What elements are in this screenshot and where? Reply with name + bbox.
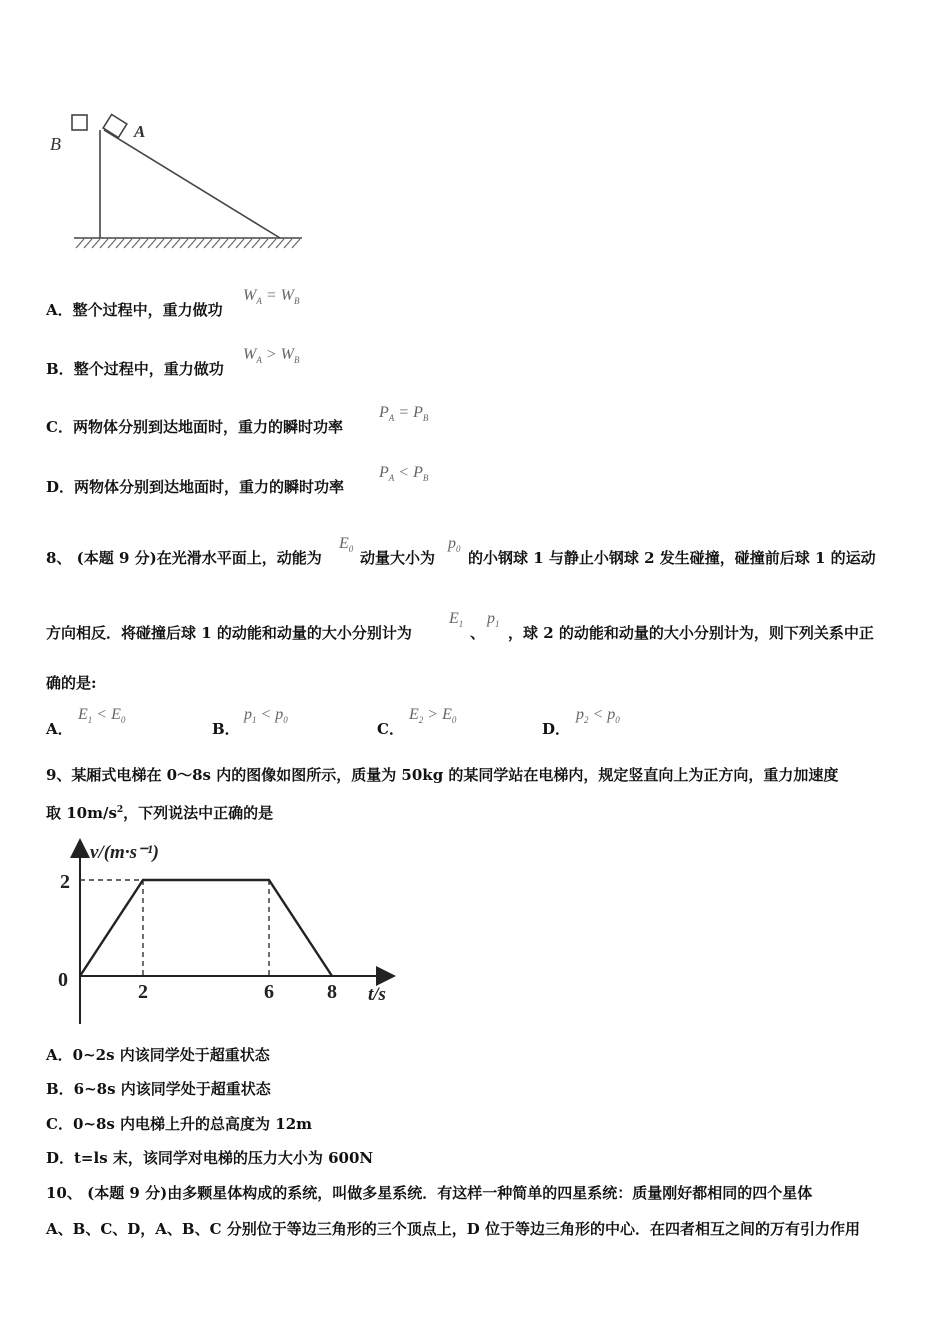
q7-option-d-math: $P_A < P_B$ — [379, 464, 429, 484]
vt-chart — [46, 836, 406, 1031]
q8-stem-line2-a: 方向相反．将碰撞后球 1 的动能和动量的大小分别计为 — [46, 624, 412, 642]
q8-option-c-letter: C． — [377, 720, 404, 738]
ground-hatching — [76, 239, 300, 248]
q9-stem-line1: 9、某厢式电梯在 0～8s 内的图像如图所示，质量为 50kg 的某同学站在电梯内，规定竖直向上为正方向，重力加速度 — [46, 766, 839, 784]
q8-p0: $p_0$ — [448, 535, 461, 555]
incline-slope — [104, 130, 280, 238]
y-tick-label: 2 — [60, 871, 70, 893]
q8-option-b-letter: B． — [212, 720, 240, 738]
q8-option-b-math: $p_1 < p_0$ — [244, 706, 288, 726]
q9-option-b: B．6~8s 内该同学处于超重状态 — [46, 1080, 271, 1098]
label-a: A — [134, 122, 146, 141]
q8-p1: $p_1$ — [487, 610, 500, 630]
y-axis-label: v/(m·s⁻¹) — [90, 842, 160, 863]
q8-stem-line2-b: ，球 2 的动能和动量的大小分别计为，则下列关系中正 — [508, 624, 874, 642]
origin-label: 0 — [58, 969, 68, 991]
q10-stem-line2: A、B、C、D，A、B、C 分别位于等边三角形的三个顶点上，D 位于等边三角形的中心．在四者相互之间的万有引力作用 — [46, 1220, 860, 1238]
q9-option-d: D．t=ls 末，该同学对电梯的压力大小为 600N — [46, 1149, 374, 1167]
q7-option-c: C．两物体分别到达地面时，重力的瞬时功率 — [46, 418, 343, 436]
q8-stem-line1-a: 8、 (本题 9 分)在光滑水平面上，动能为 — [46, 549, 322, 567]
q8-option-d-letter: D． — [542, 720, 571, 738]
x-tick-label: 2 — [138, 981, 148, 1003]
q8-stem-line3: 确的是: — [46, 674, 97, 692]
q8-stem-line1-c: 的小钢球 1 与静止小钢球 2 发生碰撞，碰撞前后球 1 的运动 — [468, 549, 876, 567]
q8-separator: 、 — [470, 624, 486, 642]
q8-option-a-math: $E_1 < E_0$ — [78, 706, 126, 726]
label-b: B — [50, 134, 61, 154]
q8-option-d-math: $p_2 < p_0$ — [576, 706, 620, 726]
q9-option-c: C．0~8s 内电梯上升的总高度为 12m — [46, 1115, 313, 1133]
x-tick-label: 6 — [264, 981, 274, 1003]
q8-e1: $E_1$ — [449, 610, 464, 630]
incline-figure — [48, 108, 310, 258]
x-tick-label: 8 — [327, 981, 337, 1003]
block-a — [103, 114, 127, 137]
velocity-series-line — [80, 880, 332, 976]
q7-option-b-math: $W_A > W_B$ — [243, 346, 300, 366]
q8-option-c-math: $E_2 > E_0$ — [409, 706, 457, 726]
q9-option-a: A．0~2s 内该同学处于超重状态 — [46, 1046, 270, 1064]
q7-option-d: D．两物体分别到达地面时，重力的瞬时功率 — [46, 478, 345, 496]
q7-option-a: A．整个过程中，重力做功 — [46, 301, 223, 319]
x-axis-label: t/s — [368, 984, 386, 1005]
q7-option-b: B．整个过程中，重力做功 — [46, 360, 224, 378]
q8-option-a-letter: A． — [46, 720, 73, 738]
q7-option-a-math: $W_A = W_B$ — [243, 287, 300, 307]
q8-stem-line1-b: 动量大小为 — [360, 549, 436, 567]
q10-stem-line1: 10、 (本题 9 分)由多颗星体构成的系统，叫做多星系统．有这样一种简单的四星系统：质量刚好都相同的四个星体 — [46, 1184, 813, 1202]
q7-option-c-math: $P_A = P_B$ — [379, 404, 429, 424]
q9-stem-line2: 取 $10m/s^2$，下列说法中正确的是 — [46, 804, 274, 822]
block-b — [72, 115, 87, 130]
q8-e0: $E_0$ — [339, 535, 354, 555]
